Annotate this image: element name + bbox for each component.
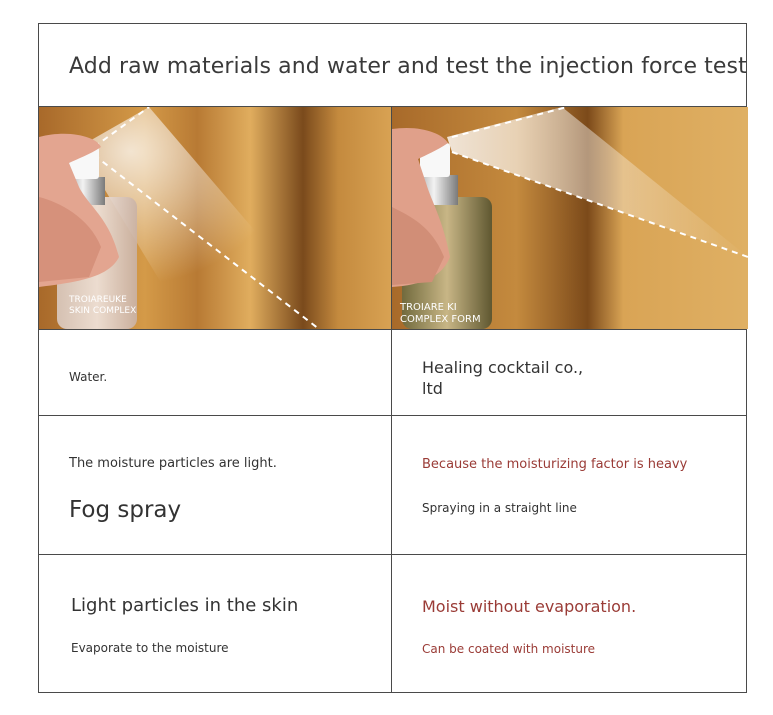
coated-text: Can be coated with moisture: [422, 642, 596, 656]
bottle-label: SKIN COMPLEX: [69, 306, 137, 316]
cocktail-label-line1: Healing cocktail co.,: [422, 358, 584, 377]
page-title: Add raw materials and water and test the injection force test: [69, 54, 747, 79]
bottle-label: COMPLEX FORM: [400, 314, 481, 325]
water-label: Water.: [69, 370, 108, 384]
divider: [39, 329, 746, 330]
straight-line-text: Spraying in a straight line: [422, 501, 577, 515]
bottle-label: TROIARE KI: [400, 302, 457, 313]
water-spray-photo: [39, 107, 391, 329]
bottle-label: TROIAREUKE: [69, 295, 127, 305]
divider: [39, 554, 746, 555]
fog-spray-heading: Fog spray: [69, 497, 182, 523]
cocktail-label-line2: ltd: [422, 379, 443, 398]
light-particles-heading: Light particles in the skin: [71, 595, 299, 616]
moisturizing-factor-text: Because the moisturizing factor is heavy: [422, 457, 688, 472]
comparison-table: [38, 23, 747, 693]
moist-heading: Moist without evaporation.: [422, 597, 637, 616]
evaporate-text: Evaporate to the moisture: [71, 641, 229, 655]
particles-light-text: The moisture particles are light.: [69, 456, 277, 471]
cocktail-spray-photo: [392, 107, 748, 329]
divider: [39, 415, 746, 416]
